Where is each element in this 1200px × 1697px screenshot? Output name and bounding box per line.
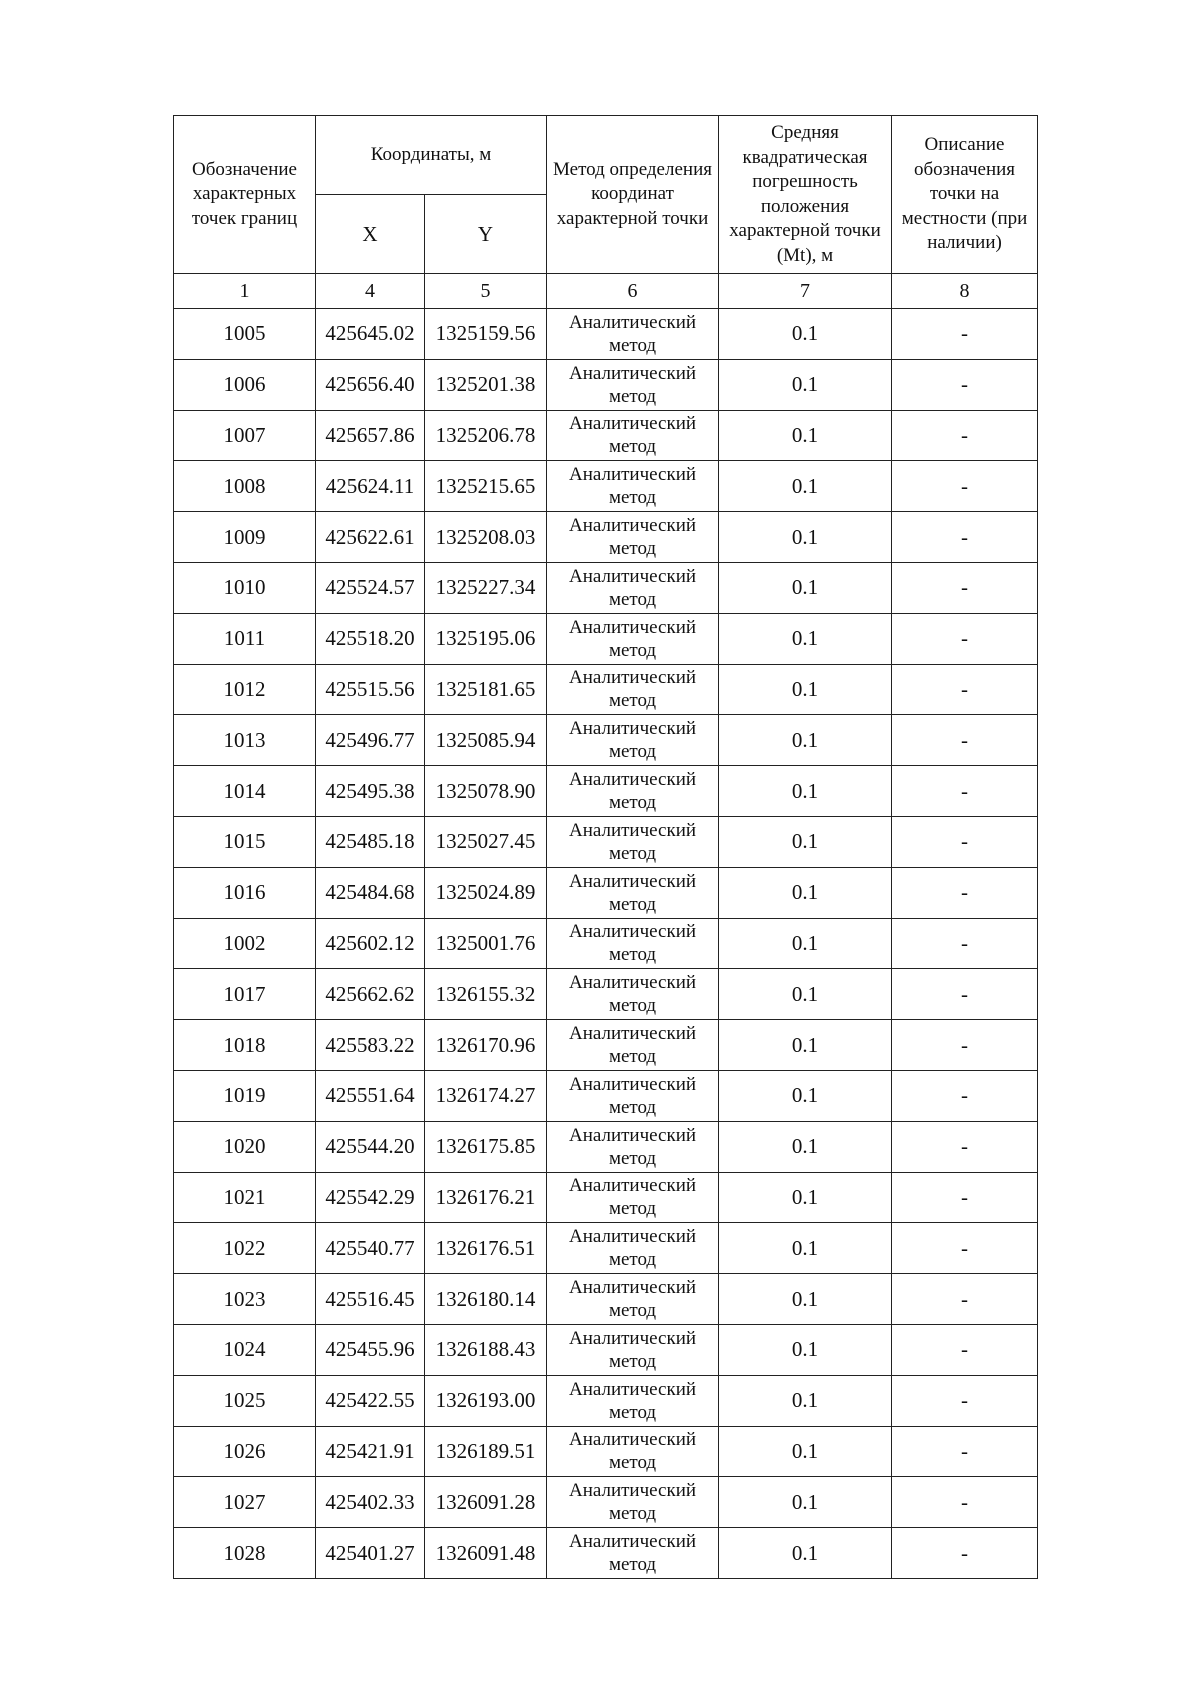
header-x: X bbox=[316, 195, 425, 274]
cell-point: 1009 bbox=[174, 512, 316, 563]
cell-method bbox=[547, 613, 719, 664]
cell-method bbox=[547, 1528, 719, 1579]
cell-description: - bbox=[892, 309, 1038, 360]
cell-y: 1325159.56 bbox=[425, 309, 547, 360]
column-number: 4 bbox=[316, 274, 425, 309]
method-text: метод bbox=[608, 1300, 657, 1322]
cell-y: 1326175.85 bbox=[425, 1121, 547, 1172]
cell-point: 1025 bbox=[174, 1375, 316, 1426]
cell-y: 1325208.03 bbox=[425, 512, 547, 563]
cell-method bbox=[547, 562, 719, 613]
cell-method bbox=[547, 461, 719, 512]
method-text: метод bbox=[608, 1096, 657, 1118]
table-row bbox=[174, 969, 1038, 1020]
coordinates-table bbox=[173, 115, 1038, 1579]
cell-method bbox=[547, 1172, 719, 1223]
method-text: Аналитический bbox=[568, 311, 697, 333]
cell-description: - bbox=[892, 410, 1038, 461]
cell-error: 0.1 bbox=[719, 461, 892, 512]
table-row bbox=[174, 1070, 1038, 1121]
cell-point: 1010 bbox=[174, 562, 316, 613]
cell-y: 1325024.89 bbox=[425, 867, 547, 918]
cell-y: 1325201.38 bbox=[425, 359, 547, 410]
cell-method bbox=[547, 715, 719, 766]
table-row bbox=[174, 1020, 1038, 1071]
cell-x: 425542.29 bbox=[316, 1172, 425, 1223]
method-text: Аналитический bbox=[568, 1429, 697, 1451]
method-text: метод bbox=[608, 893, 657, 915]
method-text: Аналитический bbox=[568, 769, 697, 791]
cell-description: - bbox=[892, 1375, 1038, 1426]
cell-y: 1326170.96 bbox=[425, 1020, 547, 1071]
table-row bbox=[174, 562, 1038, 613]
method-text: Аналитический bbox=[568, 1175, 697, 1197]
cell-y: 1325227.34 bbox=[425, 562, 547, 613]
table-row bbox=[174, 410, 1038, 461]
cell-method bbox=[547, 1121, 719, 1172]
method-text: метод bbox=[608, 842, 657, 864]
method-text: метод bbox=[608, 1452, 657, 1474]
cell-description: - bbox=[892, 1324, 1038, 1375]
cell-description: - bbox=[892, 1426, 1038, 1477]
cell-x: 425602.12 bbox=[316, 918, 425, 969]
cell-method bbox=[547, 512, 719, 563]
table-row bbox=[174, 1426, 1038, 1477]
cell-x: 425516.45 bbox=[316, 1274, 425, 1325]
cell-point: 1021 bbox=[174, 1172, 316, 1223]
column-number: 6 bbox=[547, 274, 719, 309]
table-row bbox=[174, 309, 1038, 360]
cell-x: 425485.18 bbox=[316, 816, 425, 867]
table-header bbox=[174, 116, 1038, 309]
cell-error: 0.1 bbox=[719, 969, 892, 1020]
header-coordinates: Координаты, м bbox=[316, 116, 547, 195]
cell-description: - bbox=[892, 766, 1038, 817]
method-text: метод bbox=[608, 1147, 657, 1169]
column-number: 1 bbox=[174, 274, 316, 309]
cell-description: - bbox=[892, 1172, 1038, 1223]
method-text: Аналитический bbox=[568, 464, 697, 486]
method-text: метод bbox=[608, 538, 657, 560]
method-text: метод bbox=[608, 1503, 657, 1525]
method-text: метод bbox=[608, 334, 657, 356]
cell-method bbox=[547, 766, 719, 817]
header-error: Средняя квадратическая погрешность положения характерной точки (Mt), м bbox=[719, 116, 892, 274]
method-text: метод bbox=[608, 1198, 657, 1220]
cell-method bbox=[547, 664, 719, 715]
header-method: Метод определения координат характерной точки bbox=[547, 116, 719, 274]
cell-description: - bbox=[892, 715, 1038, 766]
cell-error: 0.1 bbox=[719, 613, 892, 664]
cell-error: 0.1 bbox=[719, 1172, 892, 1223]
method-text: Аналитический bbox=[568, 1124, 697, 1146]
header-y: Y bbox=[425, 195, 547, 274]
cell-description: - bbox=[892, 1274, 1038, 1325]
cell-method bbox=[547, 1426, 719, 1477]
table-row bbox=[174, 664, 1038, 715]
method-text: Аналитический bbox=[568, 616, 697, 638]
cell-point: 1015 bbox=[174, 816, 316, 867]
cell-error: 0.1 bbox=[719, 512, 892, 563]
cell-error: 0.1 bbox=[719, 867, 892, 918]
cell-error: 0.1 bbox=[719, 410, 892, 461]
cell-method bbox=[547, 1324, 719, 1375]
cell-point: 1023 bbox=[174, 1274, 316, 1325]
method-text: Аналитический bbox=[568, 1327, 697, 1349]
column-number: 5 bbox=[425, 274, 547, 309]
header-description: Описание обозначения точки на местности (при наличии) bbox=[892, 116, 1038, 274]
cell-y: 1326180.14 bbox=[425, 1274, 547, 1325]
cell-error: 0.1 bbox=[719, 1375, 892, 1426]
cell-point: 1019 bbox=[174, 1070, 316, 1121]
method-text: метод bbox=[608, 944, 657, 966]
method-text: метод bbox=[608, 995, 657, 1017]
cell-error: 0.1 bbox=[719, 664, 892, 715]
cell-description: - bbox=[892, 461, 1038, 512]
column-number: 7 bbox=[719, 274, 892, 309]
cell-description: - bbox=[892, 359, 1038, 410]
cell-point: 1027 bbox=[174, 1477, 316, 1528]
cell-y: 1326188.43 bbox=[425, 1324, 547, 1375]
method-text: метод bbox=[608, 1554, 657, 1576]
cell-x: 425422.55 bbox=[316, 1375, 425, 1426]
cell-method bbox=[547, 969, 719, 1020]
cell-x: 425401.27 bbox=[316, 1528, 425, 1579]
cell-description: - bbox=[892, 1528, 1038, 1579]
cell-point: 1014 bbox=[174, 766, 316, 817]
method-text: метод bbox=[608, 1249, 657, 1271]
method-text: метод bbox=[608, 639, 657, 661]
cell-method bbox=[547, 1020, 719, 1071]
method-text: Аналитический bbox=[568, 362, 697, 384]
cell-x: 425544.20 bbox=[316, 1121, 425, 1172]
cell-y: 1325206.78 bbox=[425, 410, 547, 461]
cell-x: 425484.68 bbox=[316, 867, 425, 918]
method-text: Аналитический bbox=[568, 1226, 697, 1248]
table-row bbox=[174, 359, 1038, 410]
method-text: Аналитический bbox=[568, 1531, 697, 1553]
cell-description: - bbox=[892, 664, 1038, 715]
method-text: Аналитический bbox=[568, 1480, 697, 1502]
method-text: Аналитический bbox=[568, 565, 697, 587]
method-text: Аналитический bbox=[568, 1073, 697, 1095]
cell-y: 1326091.48 bbox=[425, 1528, 547, 1579]
cell-x: 425624.11 bbox=[316, 461, 425, 512]
cell-point: 1011 bbox=[174, 613, 316, 664]
cell-description: - bbox=[892, 1070, 1038, 1121]
cell-description: - bbox=[892, 816, 1038, 867]
cell-description: - bbox=[892, 1223, 1038, 1274]
cell-point: 1016 bbox=[174, 867, 316, 918]
header-designation: Обозначение характерных точек границ bbox=[174, 116, 316, 274]
cell-point: 1008 bbox=[174, 461, 316, 512]
table-row bbox=[174, 1477, 1038, 1528]
table-row bbox=[174, 613, 1038, 664]
cell-description: - bbox=[892, 562, 1038, 613]
cell-error: 0.1 bbox=[719, 309, 892, 360]
cell-description: - bbox=[892, 1121, 1038, 1172]
cell-description: - bbox=[892, 867, 1038, 918]
cell-x: 425583.22 bbox=[316, 1020, 425, 1071]
cell-point: 1020 bbox=[174, 1121, 316, 1172]
cell-y: 1325215.65 bbox=[425, 461, 547, 512]
cell-method bbox=[547, 1274, 719, 1325]
cell-x: 425662.62 bbox=[316, 969, 425, 1020]
cell-y: 1326176.21 bbox=[425, 1172, 547, 1223]
cell-method bbox=[547, 918, 719, 969]
cell-error: 0.1 bbox=[719, 562, 892, 613]
cell-y: 1325027.45 bbox=[425, 816, 547, 867]
cell-error: 0.1 bbox=[719, 816, 892, 867]
cell-y: 1325001.76 bbox=[425, 918, 547, 969]
table-row bbox=[174, 1223, 1038, 1274]
method-text: метод bbox=[608, 385, 657, 407]
cell-description: - bbox=[892, 1020, 1038, 1071]
cell-error: 0.1 bbox=[719, 1274, 892, 1325]
column-number: 8 bbox=[892, 274, 1038, 309]
cell-y: 1325078.90 bbox=[425, 766, 547, 817]
cell-x: 425656.40 bbox=[316, 359, 425, 410]
cell-method bbox=[547, 1070, 719, 1121]
cell-y: 1326193.00 bbox=[425, 1375, 547, 1426]
cell-x: 425421.91 bbox=[316, 1426, 425, 1477]
method-text: метод bbox=[608, 436, 657, 458]
cell-point: 1022 bbox=[174, 1223, 316, 1274]
method-text: Аналитический bbox=[568, 972, 697, 994]
method-text: Аналитический bbox=[568, 921, 697, 943]
cell-x: 425495.38 bbox=[316, 766, 425, 817]
method-text: метод bbox=[608, 741, 657, 763]
method-text: Аналитический bbox=[568, 1378, 697, 1400]
cell-error: 0.1 bbox=[719, 1477, 892, 1528]
cell-error: 0.1 bbox=[719, 1121, 892, 1172]
method-text: метод bbox=[608, 588, 657, 610]
method-text: метод bbox=[608, 1350, 657, 1372]
cell-error: 0.1 bbox=[719, 766, 892, 817]
cell-description: - bbox=[892, 969, 1038, 1020]
table-row bbox=[174, 512, 1038, 563]
cell-y: 1326176.51 bbox=[425, 1223, 547, 1274]
table-row bbox=[174, 1528, 1038, 1579]
cell-error: 0.1 bbox=[719, 1324, 892, 1375]
method-text: метод bbox=[608, 690, 657, 712]
cell-y: 1326189.51 bbox=[425, 1426, 547, 1477]
cell-point: 1013 bbox=[174, 715, 316, 766]
cell-x: 425496.77 bbox=[316, 715, 425, 766]
cell-point: 1005 bbox=[174, 309, 316, 360]
method-text: Аналитический bbox=[568, 1277, 697, 1299]
cell-method bbox=[547, 1223, 719, 1274]
cell-description: - bbox=[892, 1477, 1038, 1528]
table-row bbox=[174, 1324, 1038, 1375]
cell-method bbox=[547, 867, 719, 918]
cell-x: 425455.96 bbox=[316, 1324, 425, 1375]
cell-x: 425402.33 bbox=[316, 1477, 425, 1528]
method-text: Аналитический bbox=[568, 413, 697, 435]
cell-method bbox=[547, 816, 719, 867]
cell-point: 1012 bbox=[174, 664, 316, 715]
cell-point: 1006 bbox=[174, 359, 316, 410]
cell-x: 425551.64 bbox=[316, 1070, 425, 1121]
cell-y: 1325195.06 bbox=[425, 613, 547, 664]
cell-point: 1018 bbox=[174, 1020, 316, 1071]
cell-method bbox=[547, 410, 719, 461]
cell-point: 1007 bbox=[174, 410, 316, 461]
method-text: Аналитический bbox=[568, 667, 697, 689]
table-row bbox=[174, 1121, 1038, 1172]
method-text: метод bbox=[608, 487, 657, 509]
cell-error: 0.1 bbox=[719, 1020, 892, 1071]
cell-error: 0.1 bbox=[719, 918, 892, 969]
method-text: Аналитический bbox=[568, 1023, 697, 1045]
column-numbers-row bbox=[174, 274, 1038, 309]
cell-method bbox=[547, 1477, 719, 1528]
method-text: Аналитический bbox=[568, 819, 697, 841]
cell-y: 1326155.32 bbox=[425, 969, 547, 1020]
table-row bbox=[174, 816, 1038, 867]
cell-x: 425515.56 bbox=[316, 664, 425, 715]
cell-error: 0.1 bbox=[719, 715, 892, 766]
cell-error: 0.1 bbox=[719, 359, 892, 410]
cell-error: 0.1 bbox=[719, 1528, 892, 1579]
cell-x: 425657.86 bbox=[316, 410, 425, 461]
cell-point: 1002 bbox=[174, 918, 316, 969]
cell-method bbox=[547, 309, 719, 360]
cell-description: - bbox=[892, 512, 1038, 563]
cell-y: 1325085.94 bbox=[425, 715, 547, 766]
table-row bbox=[174, 715, 1038, 766]
cell-point: 1026 bbox=[174, 1426, 316, 1477]
table-row bbox=[174, 461, 1038, 512]
cell-description: - bbox=[892, 613, 1038, 664]
cell-point: 1017 bbox=[174, 969, 316, 1020]
table-row bbox=[174, 1375, 1038, 1426]
cell-y: 1326174.27 bbox=[425, 1070, 547, 1121]
table-row bbox=[174, 1274, 1038, 1325]
cell-point: 1024 bbox=[174, 1324, 316, 1375]
cell-method bbox=[547, 359, 719, 410]
cell-description: - bbox=[892, 918, 1038, 969]
method-text: Аналитический bbox=[568, 870, 697, 892]
cell-x: 425524.57 bbox=[316, 562, 425, 613]
cell-x: 425645.02 bbox=[316, 309, 425, 360]
cell-error: 0.1 bbox=[719, 1426, 892, 1477]
cell-method bbox=[547, 1375, 719, 1426]
cell-x: 425518.20 bbox=[316, 613, 425, 664]
cell-x: 425540.77 bbox=[316, 1223, 425, 1274]
table-row bbox=[174, 867, 1038, 918]
cell-error: 0.1 bbox=[719, 1223, 892, 1274]
table-row bbox=[174, 918, 1038, 969]
cell-y: 1326091.28 bbox=[425, 1477, 547, 1528]
method-text: Аналитический bbox=[568, 718, 697, 740]
table-row bbox=[174, 1172, 1038, 1223]
method-text: метод bbox=[608, 792, 657, 814]
method-text: Аналитический bbox=[568, 515, 697, 537]
table-body bbox=[174, 309, 1038, 1579]
method-text: метод bbox=[608, 1046, 657, 1068]
cell-point: 1028 bbox=[174, 1528, 316, 1579]
cell-x: 425622.61 bbox=[316, 512, 425, 563]
table-row bbox=[174, 766, 1038, 817]
method-text: метод bbox=[608, 1401, 657, 1423]
cell-error: 0.1 bbox=[719, 1070, 892, 1121]
cell-y: 1325181.65 bbox=[425, 664, 547, 715]
